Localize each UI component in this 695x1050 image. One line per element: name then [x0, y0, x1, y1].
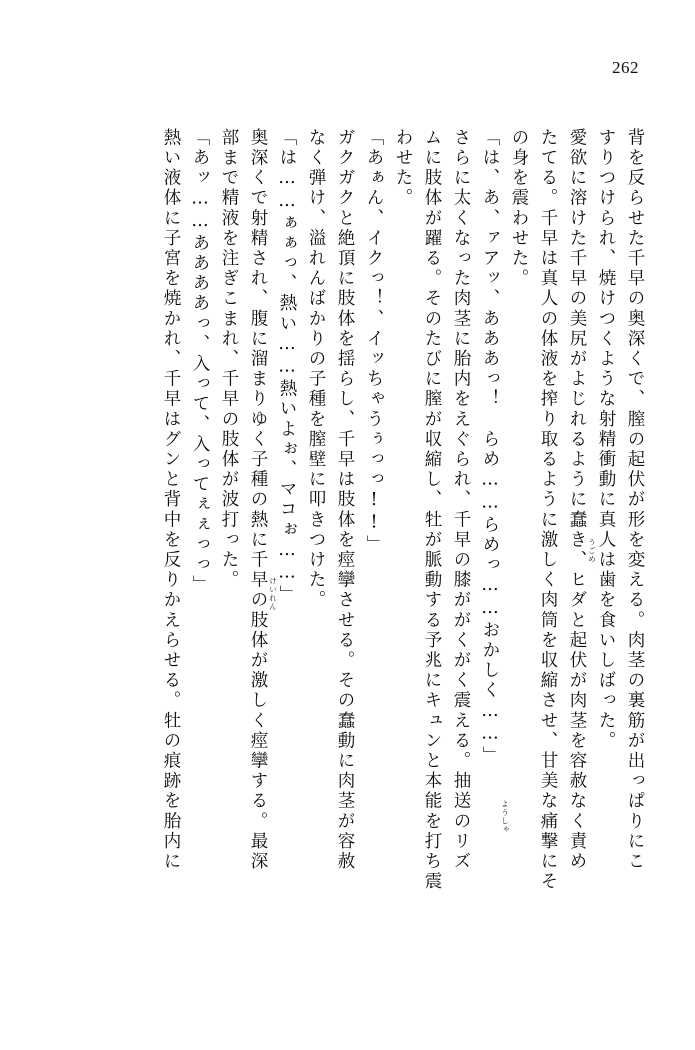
text-column: の身を震わせた。	[509, 128, 529, 289]
text-column: 熱い液体に子宮を焼かれ、千早はグンと背中を反りかえらせる。牡の痕跡を胎内に	[161, 128, 181, 872]
vertical-text-block	[53, 128, 643, 958]
page-number: 262	[612, 58, 639, 77]
ruby-annotation: けいれん	[268, 577, 278, 611]
text-column: すりつけられ、焼けつくような射精衝動に真人は歯を食いしばった。	[596, 128, 616, 752]
text-column: たてる。千早は真人の体液を搾り取るように激しく肉筒を収縮させ、甘美な痛撃にそ	[538, 128, 558, 892]
text-column: 「あぁん、イクっ！、イッちゃうぅっっ!!」	[364, 128, 384, 556]
ruby-annotation: うごめ	[587, 538, 597, 564]
text-column: さらに太くなった肉茎に胎内をえぐられ、千早の膝ががくがく震える。抽送のリズ	[451, 128, 471, 872]
text-column: 部まで精液を注ぎこまれ、千早の肢体が波打った。	[219, 128, 239, 591]
text-column: 愛欲に溶けた千早の美尻がよじれるように蠢き、ヒダと起伏が肉茎を容赦なく責め	[567, 128, 587, 872]
text-column: ムに肢体が躍る。そのたびに膣が収縮し、牡が脈動する予兆にキュンと本能を打ち震	[422, 128, 442, 892]
text-column: なく弾け、溢れんばかりの子種を膣壁に叩きつけた。	[306, 128, 326, 611]
text-column: ガクガクと絶頂に肢体を揺らし、千早は肢体を痙攣させる。その蠢動に肉茎が容赦	[335, 128, 355, 872]
text-column: 「あッ……ああああっ、入って、入ってぇぇっっ」	[190, 128, 210, 596]
text-column: 「は……ぁぁっ、熱い……熱いよぉ、マコぉ……」	[277, 128, 297, 606]
text-column: 奥深くで射精され、腹に溜まりゆく子種の熱に千早の肢体が激しく痙攣する。最深	[248, 128, 268, 872]
text-column: 背を反らせた千早の奥深くで、膣の起伏が形を変える。肉茎の裏筋が出っぱりにこ	[625, 128, 645, 872]
ruby-annotation: ようしゃ	[500, 800, 510, 834]
text-column: わせた。	[393, 128, 413, 209]
text-column: 「は、あ、ァアッ、あああっ！ らめ……らめっ……おかしく……」	[480, 128, 500, 767]
